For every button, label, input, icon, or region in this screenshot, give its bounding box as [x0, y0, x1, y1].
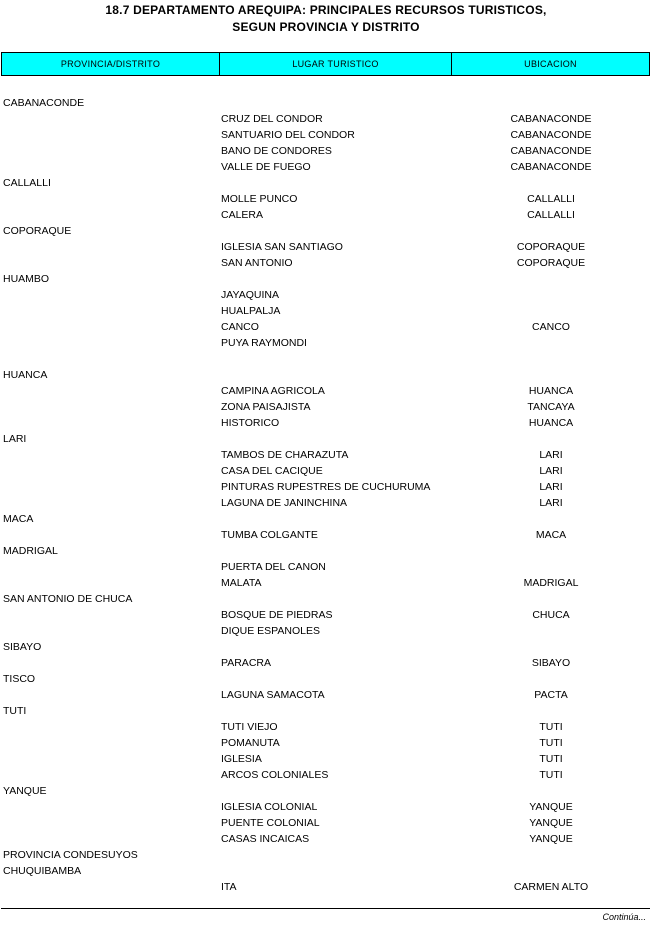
- table-row: [0, 415, 652, 431]
- table-row: [0, 303, 652, 319]
- cell-lugar-turistico: CASA DEL CACIQUE: [221, 465, 323, 477]
- column-header-ubicacion: UBICACION: [524, 59, 577, 69]
- table-row: [0, 495, 652, 511]
- cell-lugar-turistico: IGLESIA: [221, 753, 262, 765]
- table-row: [0, 255, 652, 271]
- cell-lugar-turistico: BOSQUE DE PIEDRAS: [221, 609, 333, 621]
- cell-ubicacion: YANQUE: [529, 833, 573, 845]
- cell-lugar-turistico: TUMBA COLGANTE: [221, 529, 318, 541]
- page-title: 18.7 DEPARTAMENTO AREQUIPA: PRINCIPALES RECURSOS TURISTICOS,: [105, 3, 547, 17]
- cell-lugar-turistico: POMANUTA: [221, 737, 280, 749]
- cell-provincia-distrito: CHUQUIBAMBA: [3, 865, 82, 877]
- cell-ubicacion: TUTI: [539, 721, 563, 733]
- table-row: [0, 767, 652, 783]
- cell-provincia-distrito: MADRIGAL: [3, 545, 58, 557]
- table-row: [0, 751, 652, 767]
- table-row: [0, 735, 652, 751]
- cell-lugar-turistico: PUYA RAYMONDI: [221, 337, 307, 349]
- cell-ubicacion: LARI: [539, 465, 563, 477]
- table-row: [0, 367, 652, 383]
- cell-ubicacion: TUTI: [539, 769, 563, 781]
- table-row: [0, 815, 652, 831]
- table-row: [0, 223, 652, 239]
- cell-provincia-distrito: MACA: [3, 513, 34, 525]
- cell-ubicacion: TANCAYA: [527, 401, 575, 413]
- continued-note: Continúa...: [602, 912, 646, 922]
- cell-lugar-turistico: MALATA: [221, 577, 262, 589]
- cell-lugar-turistico: CRUZ DEL CONDOR: [221, 113, 323, 125]
- table-row: [0, 879, 652, 895]
- cell-provincia-distrito: CABANACONDE: [3, 97, 85, 109]
- cell-ubicacion: YANQUE: [529, 801, 573, 813]
- table-header: [1, 52, 650, 76]
- cell-ubicacion: LARI: [539, 449, 563, 461]
- table-row: [0, 463, 652, 479]
- cell-ubicacion: HUANCA: [528, 385, 574, 397]
- table-row: [0, 143, 652, 159]
- bottom-divider: [1, 908, 650, 909]
- cell-provincia-distrito: TISCO: [3, 673, 36, 685]
- cell-lugar-turistico: PUENTE COLONIAL: [221, 817, 320, 829]
- table-row: [0, 687, 652, 703]
- cell-lugar-turistico: LAGUNA DE JANINCHINA: [221, 497, 348, 509]
- table-row: [0, 783, 652, 799]
- cell-ubicacion: YANQUE: [529, 817, 573, 829]
- cell-ubicacion: LARI: [539, 481, 563, 493]
- cell-provincia-distrito: TUTI: [3, 705, 27, 717]
- table-row: [0, 479, 652, 495]
- cell-provincia-distrito: CALLALLI: [3, 177, 51, 189]
- cell-provincia-distrito: YANQUE: [3, 785, 47, 797]
- table-row: [0, 591, 652, 607]
- cell-ubicacion: COPORAQUE: [516, 241, 586, 253]
- cell-lugar-turistico: TUTI VIEJO: [221, 721, 278, 733]
- table-row: [0, 159, 652, 175]
- table-row: [0, 207, 652, 223]
- cell-ubicacion: LARI: [539, 497, 563, 509]
- cell-ubicacion: PACTA: [534, 689, 568, 701]
- cell-lugar-turistico: CALERA: [221, 209, 264, 221]
- cell-lugar-turistico: HUALPALJA: [221, 305, 281, 317]
- cell-lugar-turistico: LAGUNA SAMACOTA: [221, 689, 325, 701]
- cell-lugar-turistico: CANCO: [221, 321, 259, 333]
- cell-lugar-turistico: BANO DE CONDORES: [221, 145, 332, 157]
- table-row: [0, 95, 652, 111]
- table-row: [0, 559, 652, 575]
- cell-lugar-turistico: MOLLE PUNCO: [221, 193, 298, 205]
- table-row: [0, 847, 652, 863]
- table-row: [0, 239, 652, 255]
- table-row: [0, 703, 652, 719]
- cell-lugar-turistico: PARACRA: [221, 657, 271, 669]
- cell-lugar-turistico: ARCOS COLONIALES: [221, 769, 329, 781]
- table-row: [0, 271, 652, 287]
- table-row: [0, 639, 652, 655]
- table-row: [0, 623, 652, 639]
- cell-ubicacion: TUTI: [539, 737, 563, 749]
- cell-ubicacion: CARMEN ALTO: [513, 881, 589, 893]
- cell-lugar-turistico: CAMPINA AGRICOLA: [221, 385, 325, 397]
- cell-ubicacion: CABANACONDE: [510, 129, 592, 141]
- cell-ubicacion: MACA: [535, 529, 567, 541]
- table-row: [0, 671, 652, 687]
- cell-lugar-turistico: CASAS INCAICAS: [221, 833, 310, 845]
- table-row: [0, 319, 652, 335]
- cell-provincia-distrito: SIBAYO: [3, 641, 42, 653]
- cell-lugar-turistico: ZONA PAISAJISTA: [221, 401, 311, 413]
- cell-ubicacion: CABANACONDE: [510, 161, 592, 173]
- cell-lugar-turistico: SANTUARIO DEL CONDOR: [221, 129, 355, 141]
- cell-lugar-turistico: VALLE DE FUEGO: [221, 161, 311, 173]
- cell-ubicacion: MADRIGAL: [523, 577, 579, 589]
- cell-ubicacion: HUANCA: [528, 417, 574, 429]
- cell-lugar-turistico: JAYAQUINA: [221, 289, 279, 301]
- table-row: [0, 287, 652, 303]
- cell-lugar-turistico: HISTORICO: [221, 417, 280, 429]
- cell-ubicacion: TUTI: [539, 753, 563, 765]
- table-row: [0, 511, 652, 527]
- cell-ubicacion: COPORAQUE: [516, 257, 586, 269]
- cell-provincia-distrito: LARI: [3, 433, 27, 445]
- table-row: [0, 543, 652, 559]
- table-row: [0, 863, 652, 879]
- cell-ubicacion: SIBAYO: [531, 657, 571, 669]
- table-row: [0, 351, 652, 367]
- table-row: [0, 191, 652, 207]
- cell-lugar-turistico: SAN ANTONIO: [221, 257, 293, 269]
- table-row: [0, 383, 652, 399]
- cell-lugar-turistico: IGLESIA SAN SANTIAGO: [221, 241, 343, 253]
- table-row: [0, 175, 652, 191]
- table-row: [0, 831, 652, 847]
- table-row: [0, 607, 652, 623]
- table-row: [0, 335, 652, 351]
- cell-lugar-turistico: IGLESIA COLONIAL: [221, 801, 318, 813]
- cell-ubicacion: CALLALLI: [527, 193, 575, 205]
- table-row: [0, 799, 652, 815]
- cell-provincia-distrito: HUANCA: [3, 369, 48, 381]
- table-row: [0, 527, 652, 543]
- cell-lugar-turistico: DIQUE ESPANOLES: [221, 625, 321, 637]
- cell-lugar-turistico: TAMBOS DE CHARAZUTA: [221, 449, 349, 461]
- table-row: [0, 719, 652, 735]
- table-row: [0, 655, 652, 671]
- cell-provincia-distrito: PROVINCIA CONDESUYOS: [3, 849, 138, 861]
- table-body: [0, 95, 652, 895]
- page-subtitle: SEGUN PROVINCIA Y DISTRITO: [232, 20, 420, 34]
- cell-lugar-turistico: PINTURAS RUPESTRES DE CUCHURUMA: [221, 481, 431, 493]
- cell-ubicacion: CABANACONDE: [510, 145, 592, 157]
- cell-lugar-turistico: PUERTA DEL CANON: [221, 561, 326, 573]
- cell-provincia-distrito: COPORAQUE: [3, 225, 72, 237]
- table-row: [0, 399, 652, 415]
- cell-provincia-distrito: SAN ANTONIO DE CHUCA: [3, 593, 133, 605]
- cell-ubicacion: CALLALLI: [527, 209, 575, 221]
- table-row: [0, 575, 652, 591]
- column-header-provincia-distrito: PROVINCIA/DISTRITO: [2, 53, 220, 75]
- table-row: [0, 127, 652, 143]
- cell-lugar-turistico: ITA: [221, 881, 237, 893]
- cell-ubicacion: CHUCA: [532, 609, 570, 621]
- cell-ubicacion: CABANACONDE: [510, 113, 592, 125]
- table-row: [0, 111, 652, 127]
- cell-ubicacion: CANCO: [532, 321, 570, 333]
- table-row: [0, 431, 652, 447]
- column-header-lugar-turistico: LUGAR TURISTICO: [220, 53, 452, 75]
- table-row: [0, 447, 652, 463]
- cell-provincia-distrito: HUAMBO: [3, 273, 50, 285]
